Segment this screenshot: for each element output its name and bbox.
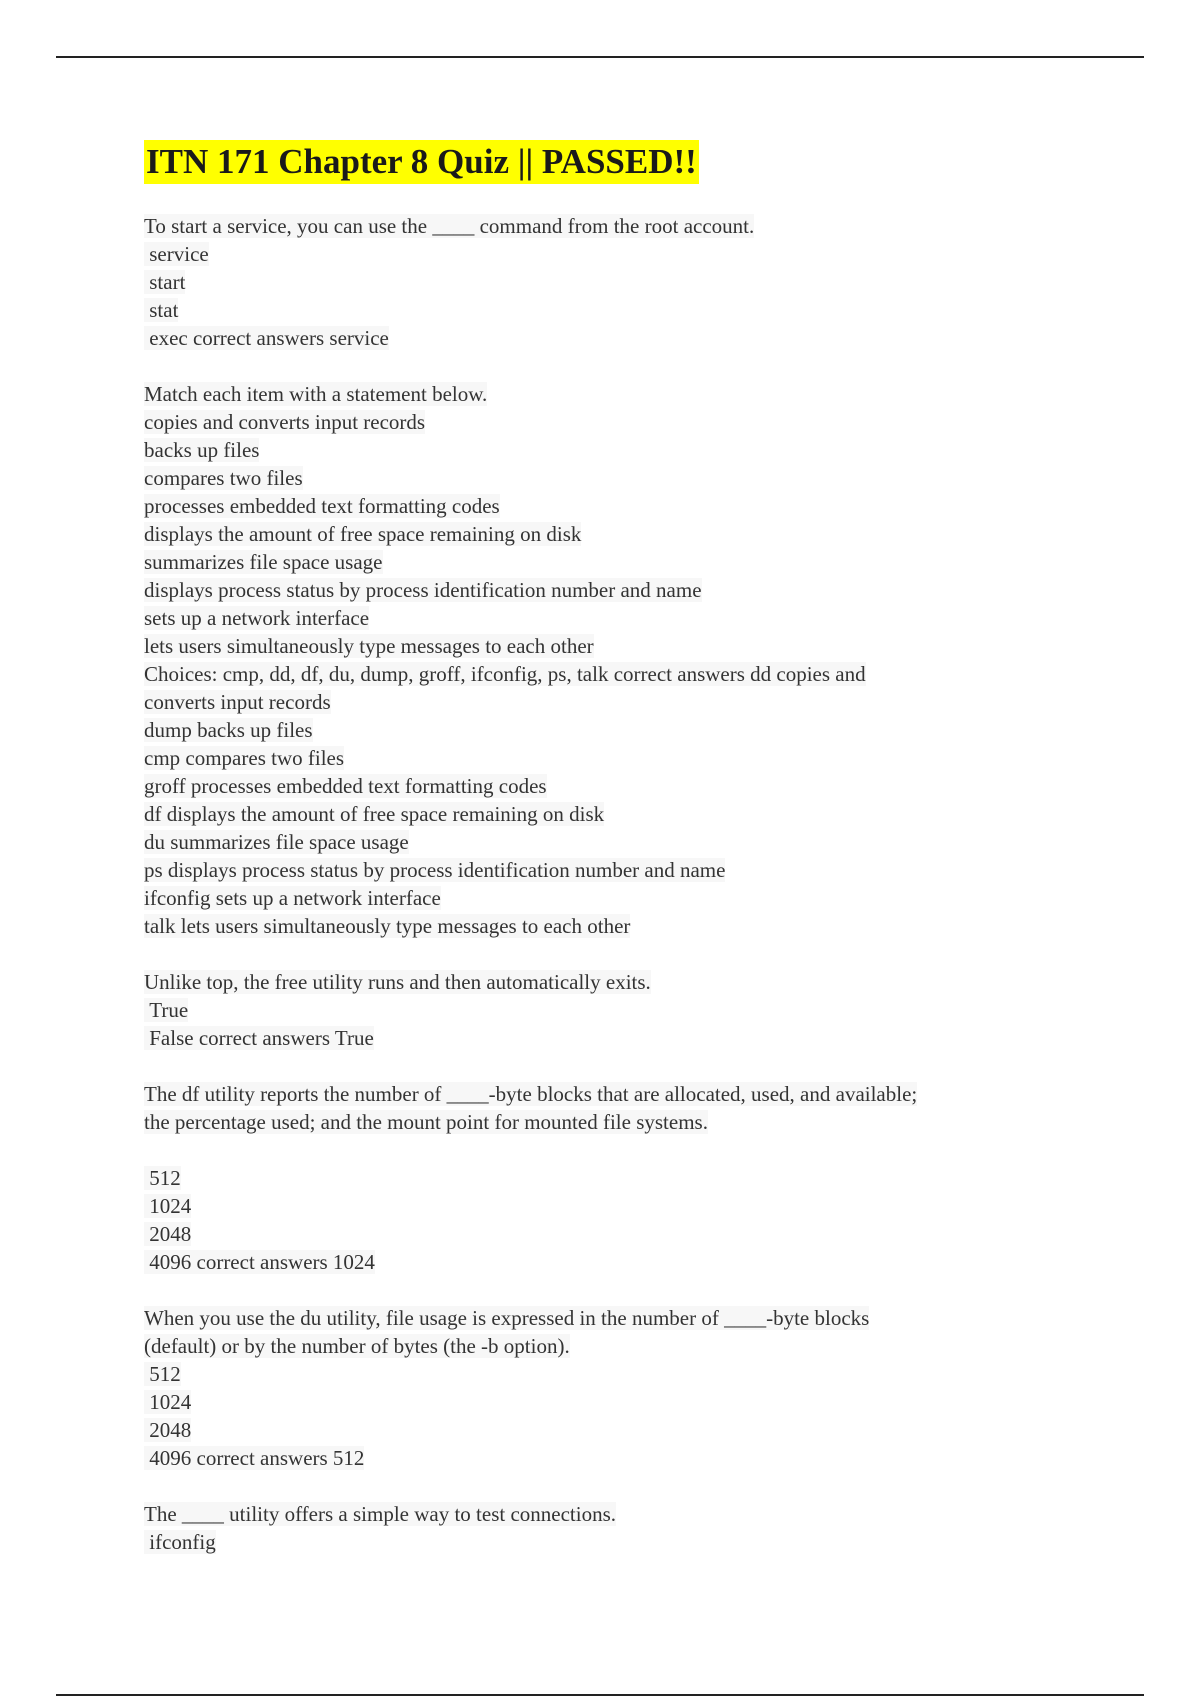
question-5-option: 2048: [144, 1418, 192, 1442]
question-3-option: True: [144, 998, 189, 1022]
question-2-line: talk lets users simultaneously type messages to each other: [144, 914, 631, 938]
blank-line: [144, 1136, 1074, 1164]
question-2-line: compares two files: [144, 466, 303, 490]
question-5-stem: When you use the du utility, file usage is expressed in the number of ____-byte blocks: [144, 1306, 870, 1330]
question-2-line: displays process status by process identification number and name: [144, 578, 702, 602]
question-4-stem: The df utility reports the number of ____-byte blocks that are allocated, used, and available;: [144, 1082, 918, 1106]
question-4-option: 4096 correct answers 1024: [144, 1250, 375, 1274]
question-2-line: converts input records: [144, 690, 331, 714]
question-1-option: stat: [144, 298, 179, 322]
question-4-option: 2048: [144, 1222, 192, 1246]
question-2-line: ifconfig sets up a network interface: [144, 886, 441, 910]
question-6-option: ifconfig: [144, 1530, 216, 1554]
question-2-line: processes embedded text formatting codes: [144, 494, 500, 518]
question-2-line: backs up files: [144, 438, 260, 462]
question-3: [144, 968, 1074, 1052]
question-6: [144, 1500, 1074, 1556]
question-4: [144, 1080, 1074, 1276]
question-5-option: 4096 correct answers 512: [144, 1446, 365, 1470]
question-2-line: dump backs up files: [144, 718, 313, 742]
question-2-line: copies and converts input records: [144, 410, 426, 434]
question-2-line: du summarizes file space usage: [144, 830, 409, 854]
question-1-stem: To start a service, you can use the ____ command from the root account.: [144, 214, 755, 238]
question-1-option: exec correct answers service: [144, 326, 389, 350]
question-2-line: Match each item with a statement below.: [144, 382, 488, 406]
question-5-option: 1024: [144, 1390, 192, 1414]
question-4-option: 1024: [144, 1194, 192, 1218]
question-2-line: sets up a network interface: [144, 606, 370, 630]
question-2-line: summarizes file space usage: [144, 550, 383, 574]
question-2-line: cmp compares two files: [144, 746, 345, 770]
question-6-stem: The ____ utility offers a simple way to test connections.: [144, 1502, 617, 1526]
question-1: [144, 212, 1074, 352]
question-3-stem: Unlike top, the free utility runs and then automatically exits.: [144, 970, 651, 994]
bottom-rule: [56, 1694, 1144, 1696]
question-5-stem: (default) or by the number of bytes (the -b option).: [144, 1334, 570, 1358]
question-1-option: start: [144, 270, 186, 294]
question-2-line: Choices: cmp, dd, df, du, dump, groff, ifconfig, ps, talk correct answers dd copies and: [144, 662, 866, 686]
question-2-line: lets users simultaneously type messages to each other: [144, 634, 594, 658]
question-2-line: df displays the amount of free space remaining on disk: [144, 802, 605, 826]
question-2-line: displays the amount of free space remaining on disk: [144, 522, 582, 546]
question-5-option: 512: [144, 1362, 181, 1386]
top-rule: [56, 56, 1144, 58]
question-2: [144, 380, 1074, 940]
question-4-option: 512: [144, 1166, 181, 1190]
document-body: [144, 140, 1074, 1584]
question-5: [144, 1304, 1074, 1472]
question-3-option: False correct answers True: [144, 1026, 374, 1050]
question-2-line: ps displays process status by process identification number and name: [144, 858, 726, 882]
question-2-line: groff processes embedded text formatting codes: [144, 774, 547, 798]
document-title: ITN 171 Chapter 8 Quiz || PASSED!!: [144, 140, 699, 184]
question-1-option: service: [144, 242, 209, 266]
question-4-stem: the percentage used; and the mount point for mounted file systems.: [144, 1110, 708, 1134]
